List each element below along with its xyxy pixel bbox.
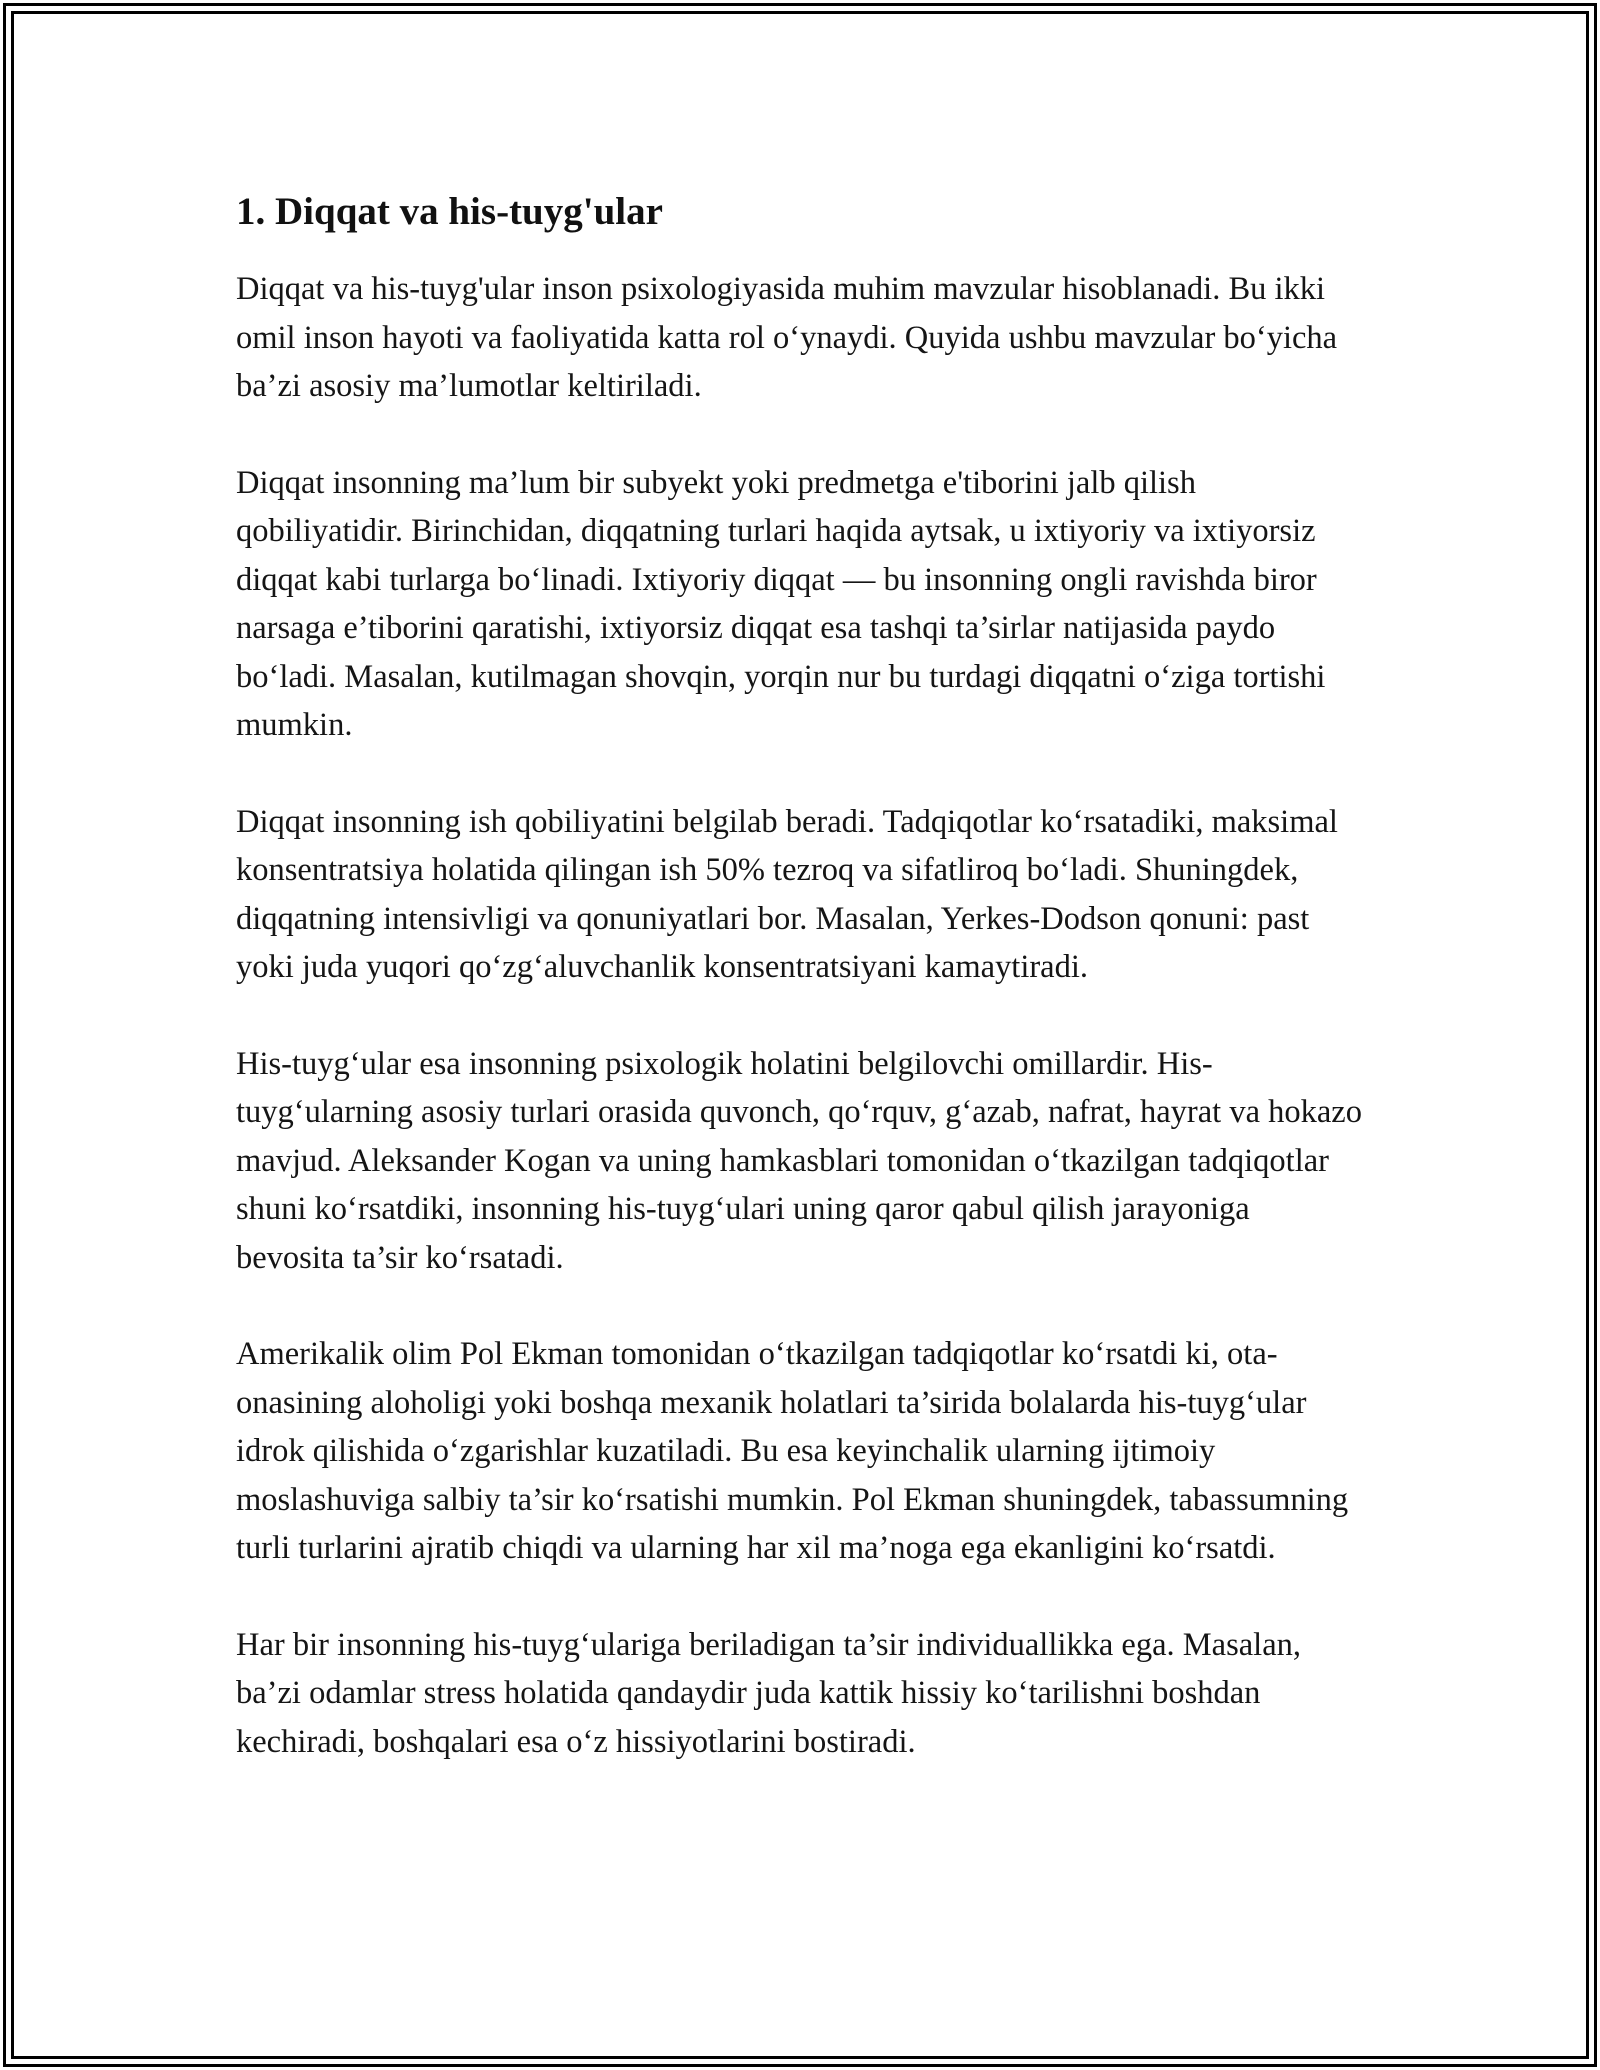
paragraph-intro: Diqqat va his-tuyg'ular inson psixologiyasida muhim mavzular hisoblanadi. Bu ikki omil inson hayoti va faoliyatida katta rol o‘ynaydi. Quyida ushbu mavzular bo‘yicha ba’zi asosiy ma’lumotlar keltiriladi. bbox=[236, 271, 1338, 404]
document-body bbox=[236, 185, 1366, 1766]
paragraph-attention-performance: Diqqat insonning ish qobiliyatini belgilab beradi. Tadqiqotlar ko‘rsatadiki, maksimal konsentratsiya holatida qilingan ish 50% tezroq va sifatliroq bo‘ladi. Shuningdek, diqqatning intensivligi va qonuniyatlari bor. Masalan, Yerkes-Dodson qonuni: past yoki juda yuqori qo‘zg‘aluvchanlik konsentratsiyani kamaytiradi. bbox=[236, 803, 1338, 985]
paragraph-emotions-types: His-tuyg‘ular esa insonning psixologik holatini belgilovchi omillardir. His-tuyg‘ularning asosiy turlari orasida quvonch, qo‘rquv, g‘azab, nafrat, hayrat va hokazo mavjud. Aleksander Kogan va uning hamkasblari tomonidan o‘tkazilgan tadqiqotlar shuni ko‘rsatdiki, insonning his-tuyg‘ulari uning qaror qabul qilish jarayoniga bevosita ta’sir ko‘rsatadi. bbox=[236, 1045, 1362, 1276]
section-heading: 1. Diqqat va his-tuyg'ular bbox=[236, 190, 663, 233]
paragraph-individual-differences: Har bir insonning his-tuyg‘ulariga beriladigan ta’sir individuallikka ega. Masalan, ba’zi odamlar stress holatida qandaydir juda kattik hissiy ko‘tarilishni boshdan kechiradi, boshqalari esa o‘z hissiyotlarini bostiradi. bbox=[236, 1626, 1302, 1760]
paragraph-attention-definition: Diqqat insonning ma’lum bir subyekt yoki predmetga e'tiborini jalb qilish qobiliyatidir. Birinchidan, diqqatning turlari haqida aytsak, u ixtiyoriy va ixtiyorsiz diqqat kabi turlarga bo‘linadi. Ixtiyoriy diqqat — bu insonning ongli ravishda biror narsaga e’tiborini qaratishi, ixtiyorsiz diqqat esa tashqi ta’sirlar natijasida paydo bo‘ladi. Masalan, kutilmagan shovqin, yorqin nur bu turdagi diqqatni o‘ziga tortishi mumkin. bbox=[236, 464, 1326, 743]
paragraph-ekman-research: Amerikalik olim Pol Ekman tomonidan o‘tkazilgan tadqiqotlar ko‘rsatdi ki, ota-onasining aloholigi yoki boshqa mexanik holatlari ta’sirida bolalarda his-tuyg‘ular idrok qilishida o‘zgarishlar kuzatiladi. Bu esa keyinchalik ularning ijtimoiy moslashuviga salbiy ta’sir ko‘rsatishi mumkin. Pol Ekman shuningdek, tabassumning turli turlarini ajratib chiqdi va ularning har xil ma’noga ega ekanligini ko‘rsatdi. bbox=[236, 1336, 1349, 1566]
